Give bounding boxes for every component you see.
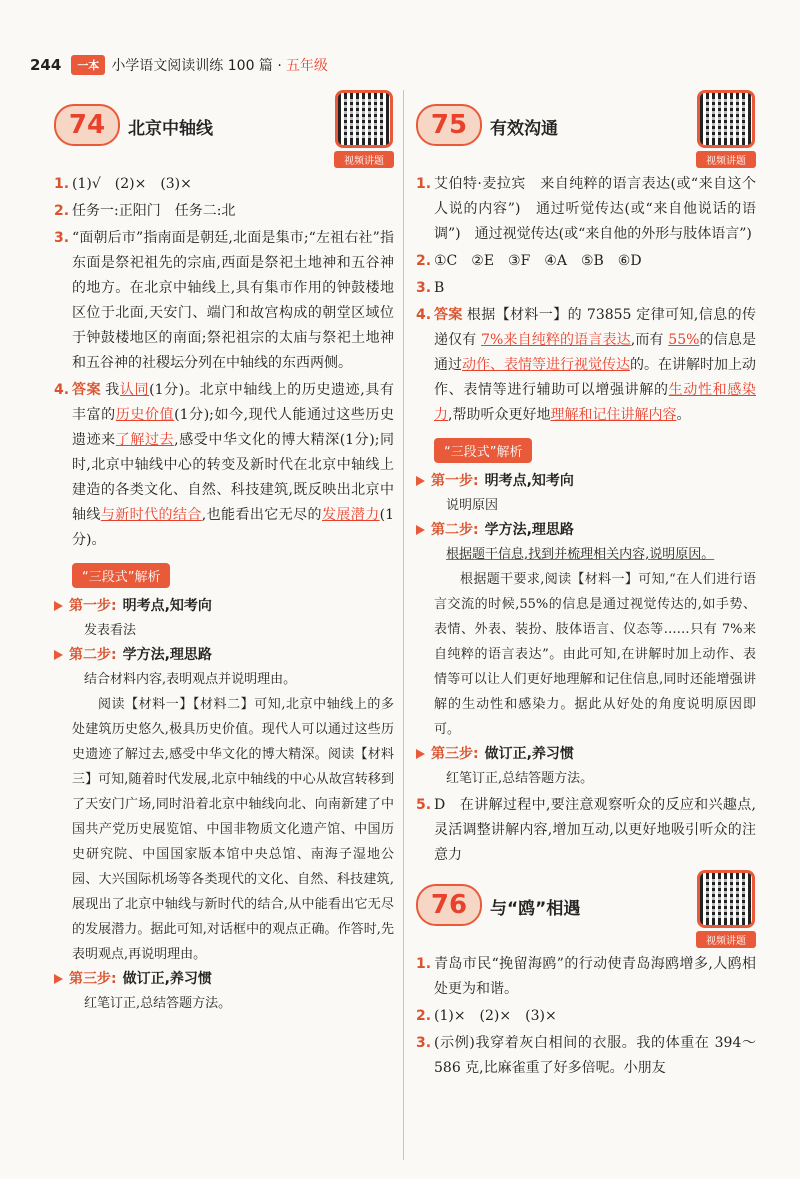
qr-code-icon (335, 90, 393, 148)
arrow-icon (416, 525, 425, 535)
qr-label: 视频讲题 (696, 931, 756, 948)
section-76-header (416, 870, 756, 950)
answer-item: 2. (1)× (2)× (3)× (416, 1008, 557, 1024)
right-column (416, 90, 756, 1083)
step-heading: 第一步: 明考点,知考向 (416, 469, 756, 493)
step-heading: 第三步: 做订正,养习惯 (54, 967, 394, 991)
qr-label: 视频讲题 (696, 151, 756, 168)
answer-item: 3. “面朝后市”指南面是朝廷,北面是集市;“左祖右社”指东面是祭祀祖先的宗庙,西面是祭祀土地神和五谷神的地方。在北京中轴线上,具有集市作用的钟鼓楼地区位于北面,天安门、端门和故宫构成的朝堂区域位于钟鼓楼地区的南面;祭祀祖宗的太庙与祭祀土地神和五谷神的社稷坛分列在中轴线的东西两侧。 (54, 230, 394, 371)
step-body: 根据题干信息,找到并梳理相关内容,说明原因。 (446, 547, 715, 562)
book-title: 小学语文阅读训练 100 篇 · (111, 58, 282, 74)
section-74-header (54, 90, 394, 170)
answer-item: 1. (1)√ (2)× (3)× (54, 176, 192, 192)
step-heading: 第一步: 明考点,知考向 (54, 594, 394, 618)
step-heading: 第二步: 学方法,理思路 (416, 518, 756, 542)
page-header (30, 52, 328, 78)
section-number-badge: 74 (54, 104, 120, 146)
answer-item: 3. B (416, 280, 445, 296)
qr-code-video[interactable] (696, 870, 756, 948)
left-column (54, 90, 394, 1016)
answer-item: 4. 答案 我认同(1分)。北京中轴线上的历史遗迹,具有丰富的历史价值(1分);如今,现代人能通过这些历史遗迹来了解过去,感受中华文化的博大精深(1分);同时,北京中轴线中心的转变及新时代在北京中轴线上建造的各类文化、自然、科技建筑,既反映出北京中轴线与新时代的结合,也能看出它无尽的发展潜力(1分)。 (54, 382, 395, 548)
answer-item: 5. D 在讲解过程中,要注意观察听众的反应和兴趣点,灵活调整讲解内容,增加互动,以更好地吸引听众的注意力 (416, 797, 756, 863)
section-75-header (416, 90, 756, 170)
qr-code-icon (697, 90, 755, 148)
step-body: 结合材料内容,表明观点并说明理由。 (84, 672, 297, 687)
step-paragraph: 根据题干要求,阅读【材料一】可知,“在人们进行语言交流的时候,55%的信息是通过视觉传达的,如手势、表情、外表、装扮、肢体语言、仪态等……只有 7%来自纯粹的语言表达”。由此可知,在讲解时加上动作、表情等可以让人们更好地理解和记住信息,同时还能增强讲解的生动性和感染力。据此从好处的角度说明原因即可。 (434, 572, 756, 737)
page-number: 244 (30, 56, 62, 74)
brand-logo: 一本 (71, 55, 105, 75)
arrow-icon (54, 601, 63, 611)
book-grade: 五年级 (285, 58, 328, 74)
answer-item: 1. 艾伯特·麦拉宾 来自纯粹的语言表达(或“来自这个人说的内容”) 通过听觉传达(或“来自他说话的语调”) 通过视觉传达(或“来自他的外形与肢体语言”) (416, 176, 756, 242)
arrow-icon (416, 749, 425, 759)
step-paragraph: 阅读【材料一】【材料二】可知,北京中轴线上的多处建筑历史悠久,极具历史价值。现代人可以通过这些历史遗迹了解过去,感受中华文化的博大精深。阅读【材料三】可知,随着时代发展,北京中轴线的中心从故宫转移到了天安门广场,同时沿着北京中轴线向北、向南新建了中国共产党历史展览馆、中国非物质文化遗产馆、中国历史研究院、中国国家版本馆中央总馆、南海子湿地公园、大兴国际机场等各类现代的文化、自然、科技建筑,展现出了北京中轴线与新时代的结合,从中能看出它无尽的发展潜力。据此可知,对话框中的观点正确。作答时,先表明观点,再说明理由。 (72, 697, 394, 962)
step-body: 红笔订正,总结答题方法。 (446, 771, 594, 786)
step-body: 发表看法 (84, 623, 137, 638)
qr-code-icon (697, 870, 755, 928)
column-divider (403, 90, 404, 1160)
arrow-icon (416, 476, 425, 486)
section-number-badge: 75 (416, 104, 482, 146)
step-body: 说明原因 (446, 498, 499, 513)
section-title: 与“鸥”相遇 (490, 899, 581, 919)
section-title: 北京中轴线 (128, 119, 213, 139)
step-heading: 第三步: 做订正,养习惯 (416, 742, 756, 766)
step-heading: 第二步: 学方法,理思路 (54, 643, 394, 667)
answer-item: 2. ①C ②E ③F ④A ⑤B ⑥D (416, 253, 642, 269)
step-body: 红笔订正,总结答题方法。 (84, 996, 232, 1011)
answer-item: 4. 答案 根据【材料一】的 73855 定律可知,信息的传递仅有 7%来自纯粹的语言表达,而有 55%的信息是通过动作、表情等进行视觉传达的。在讲解时加上动作、表情等进行辅助可以增强讲解的生动性和感染力,帮助听众更好地理解和记住讲解内容。 (416, 307, 757, 423)
answer-item: 3. (示例)我穿着灰白相间的衣服。我的体重在 394～586 克,比麻雀重了好多倍呢。小朋友 (416, 1035, 756, 1076)
analysis-tag: “三段式”解析 (434, 438, 532, 463)
answer-item: 1. 青岛市民“挽留海鸥”的行动使青岛海鸥增多,人鸥相处更为和谐。 (416, 956, 756, 997)
qr-label: 视频讲题 (334, 151, 394, 168)
section-number-badge: 76 (416, 884, 482, 926)
answer-item: 2. 任务一:正阳门 任务二:北 (54, 203, 236, 219)
arrow-icon (54, 650, 63, 660)
section-title: 有效沟通 (490, 119, 558, 139)
analysis-tag: “三段式”解析 (72, 563, 170, 588)
arrow-icon (54, 974, 63, 984)
qr-code-video[interactable] (334, 90, 394, 168)
qr-code-video[interactable] (696, 90, 756, 168)
